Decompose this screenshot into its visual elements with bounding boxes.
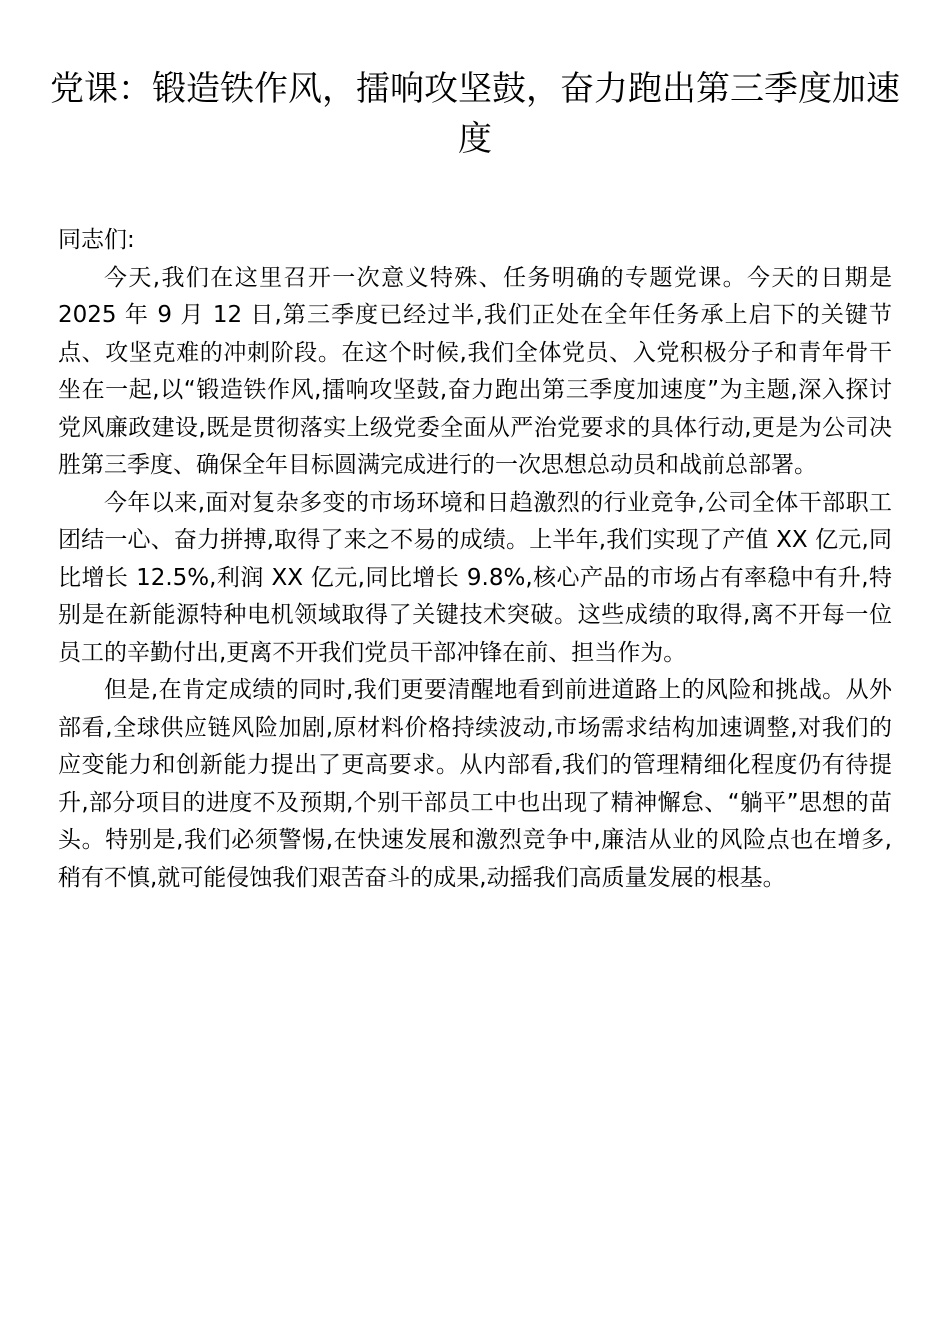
paragraph-1: 今天,我们在这里召开一次意义特殊、任务明确的专题党课。今天的日期是 2025 年 9 月 12 日,第三季度已经过半,我们正处在全年任务承上启下的关键节点、攻坚克难的冲刺阶段。在这个时候,我们全体党员、入党积极分子和青年骨干坐在一起,以“锻造铁作风,擂响攻坚鼓,奋力跑出第三季度加速度”为主题,深入探讨党风廉政建设,既是贯彻落实上级党委全面从严治党要求的具体行动,更是为公司决胜第三季度、确保全年目标圆满完成进行的一次思想总动员和战前总部署。 [58,264,892,478]
paragraph-3: 但是,在肯定成绩的同时,我们更要清醒地看到前进道路上的风险和挑战。从外部看,全球供应链风险加剧,原材料价格持续波动,市场需求结构加速调整,对我们的应变能力和创新能力提出了更高要求。从内部看,我们的管理精细化程度仍有待提升,部分项目的进度不及预期,个别干部员工中也出现了精神懈怠、“躺平”思想的苗头。特别是,我们必须警惕,在快速发展和激烈竞争中,廉洁从业的风险点也在增多,稍有不慎,就可能侵蚀我们艰苦奋斗的成果,动摇我们高质量发展的根基。 [58,677,892,891]
salutation: 同志们: [58,227,135,253]
document-body [58,222,892,897]
paragraph-2: 今年以来,面对复杂多变的市场环境和日趋激烈的行业竞争,公司全体干部职工团结一心、奋力拼搏,取得了来之不易的成绩。上半年,我们实现了产值 XX 亿元,同比增长 12.5%,利润 XX 亿元,同比增长 9.8%,核心产品的市场占有率稳中有升,特别是在新能源特种电机领域取得了关键技术突破。这些成绩的取得,离不开每一位员工的辛勤付出,更离不开我们党员干部冲锋在前、担当作为。 [58,489,892,666]
document-title: 党课：锻造铁作风，擂响攻坚鼓，奋力跑出第三季度加速度 [50,69,900,159]
